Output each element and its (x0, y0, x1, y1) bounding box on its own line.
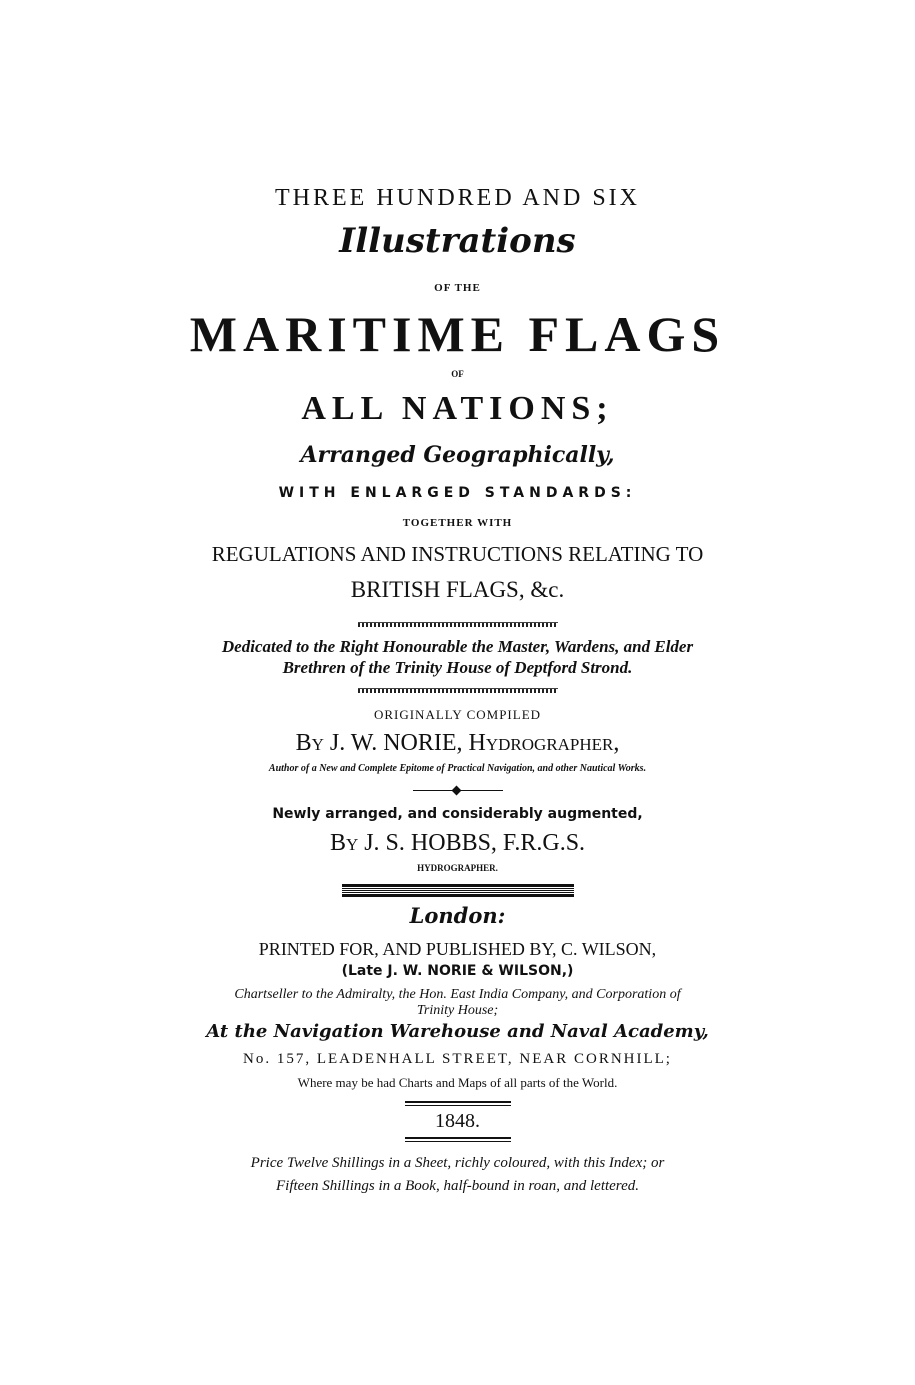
title-line-illustrations: Illustrations (339, 221, 576, 261)
title-line-of-the: OF THE (434, 282, 481, 294)
imprint-navigation-warehouse: At the Navigation Warehouse and Naval Academy, (206, 1021, 709, 1042)
dedication-line-1: Dedicated to the Right Honourable the Master, Wardens, and Elder (221, 637, 694, 656)
imprint-year: 1848. (435, 1110, 480, 1132)
title-line-count: THREE HUNDRED AND SIX (275, 185, 640, 211)
wavy-rule-bottom (358, 688, 558, 693)
imprint-chartseller-1: Chartseller to the Admiralty, the Hon. East India Company, and Corporation of (234, 987, 681, 1002)
diamond-rule (413, 786, 503, 796)
imprint-late: (Late J. W. NORIE & WILSON,) (341, 963, 574, 979)
dedication-line-2: Brethren of the Trinity House of Deptford Strond. (282, 658, 633, 677)
title-line-maritime-flags: MARITIME FLAGS (189, 306, 726, 362)
title-line-british-flags: BRITISH FLAGS, &c. (350, 577, 565, 602)
originally-compiled: ORIGINALLY COMPILED (373, 707, 542, 722)
title-line-together-with: TOGETHER WITH (402, 517, 513, 529)
title-line-regulations: REGULATIONS AND INSTRUCTIONS RELATING TO (211, 542, 704, 566)
compiler-by-line: By J. W. NORIE, Hydrographer, (295, 730, 620, 756)
editor-newly-arranged: Newly arranged, and considerably augmented, (272, 806, 643, 822)
imprint-city: London: (409, 903, 506, 928)
title-line-arranged: Arranged Geographically, (300, 442, 615, 468)
title-line-enlarged-standards: WITH ENLARGED STANDARDS: (278, 485, 637, 501)
price-line-2: Fifteen Shillings in a Book, half-bound in roan, and lettered. (275, 1178, 639, 1194)
imprint-printed-for: PRINTED FOR, AND PUBLISHED BY, C. WILSON, (258, 939, 657, 959)
wavy-rule-top (358, 622, 558, 627)
compiler-author-note: Author of a New and Complete Epitome of Practical Navigation, and other Nautical Works. (268, 763, 647, 774)
title-line-of: OF (451, 369, 464, 379)
editor-by-line: By J. S. HOBBS, F.R.G.S. (329, 830, 586, 856)
title-line-all-nations: ALL NATIONS; (301, 390, 614, 427)
year-rule-top (405, 1101, 511, 1106)
editor-title: HYDROGRAPHER. (417, 863, 498, 873)
year-rule-bottom (405, 1137, 511, 1142)
imprint-where: Where may be had Charts and Maps of all parts of the World. (297, 1075, 618, 1090)
heavy-rule (342, 884, 574, 897)
imprint-address: No. 157, LEADENHALL STREET, NEAR CORNHILL; (243, 1051, 672, 1067)
price-line-1: Price Twelve Shillings in a Sheet, richly coloured, with this Index; or (250, 1155, 665, 1171)
imprint-chartseller-2: Trinity House; (416, 1003, 499, 1018)
